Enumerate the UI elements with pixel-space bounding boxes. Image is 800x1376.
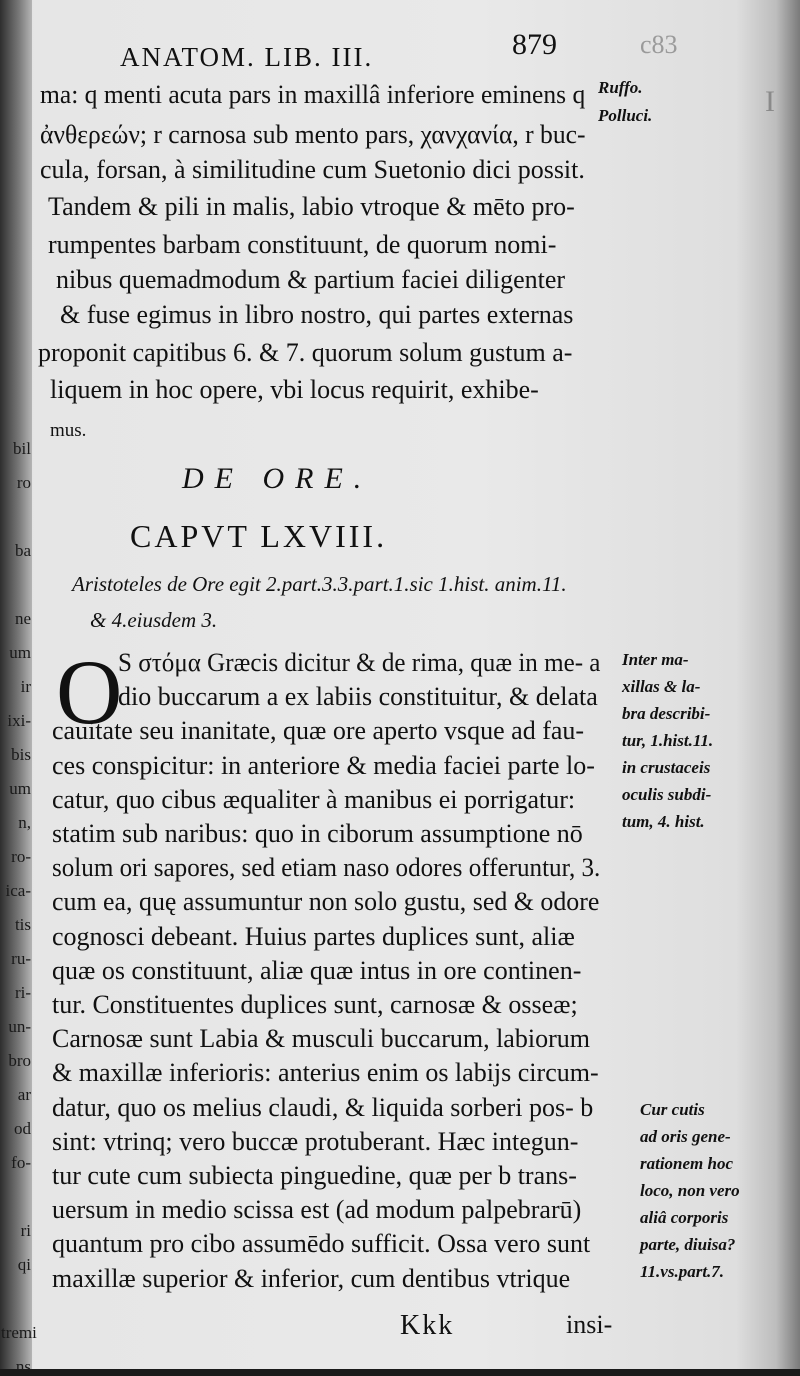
section-title: DE ORE. [182, 462, 373, 495]
left-edge-fragment: ica- [5, 881, 31, 900]
left-edge-fragment: tis [14, 915, 31, 934]
main-text-line: datur, quo os melius claudi, & liquida sorberi pos- b [52, 1093, 594, 1122]
main-text-line: ces conspicitur: in anteriore & media faciei parte lo- [52, 751, 595, 780]
left-edge-fragment: qi [17, 1255, 31, 1274]
left-edge-fragment: ri [20, 1221, 31, 1240]
intro-line: nibus quemadmodum & partium faciei diligenter [56, 265, 566, 294]
running-head: ANATOM. LIB. III. [120, 42, 374, 72]
intro-line: liquem in hoc opere, vbi locus requirit, exhibe- [50, 375, 539, 404]
left-edge-fragment: un- [8, 1017, 31, 1036]
main-text-line: sint: vtrinq; vero buccæ protuberant. Hæc integun- [52, 1127, 579, 1156]
margin-note-line: 11.vs.part.7. [640, 1262, 725, 1281]
main-text-line: solum ori sapores, sed etiam naso odores offeruntur, 3. [52, 853, 601, 882]
drop-cap: O [56, 641, 123, 743]
margin-note-line: parte, diuisa? [640, 1235, 736, 1254]
margin-note-line: aliâ corporis [640, 1208, 729, 1227]
main-text-line: cognosci debeant. Huius partes duplices sunt, aliæ [52, 922, 575, 951]
margin-note-line: bra describi- [622, 704, 711, 723]
left-edge-fragment: tremi [1, 1323, 37, 1342]
page-number: 879 [512, 28, 557, 61]
bleed-through-letter: I [765, 85, 775, 118]
margin-note-line: Inter ma- [622, 650, 689, 669]
main-text-line: & maxillæ inferioris: anterius enim os labijs circum- [52, 1058, 599, 1087]
left-edge-fragment: ixi- [7, 711, 31, 730]
intro-line: rumpentes barbam constituunt, de quorum nomi- [48, 230, 557, 259]
main-text-line: quæ os constituunt, aliæ quæ intus in ore continen- [52, 956, 582, 985]
left-edge-fragment: n, [18, 813, 31, 832]
chapter-title: CAPVT LXVIII. [130, 518, 388, 554]
margin-note-line: ad oris gene- [640, 1127, 731, 1146]
main-text-line: catur, quo cibus æqualiter à manibus ei porrigatur: [52, 785, 576, 814]
main-text-line: S στόμα Græcis dicitur & de rima, quæ in me- a [118, 648, 601, 677]
catchword: insi- [566, 1310, 613, 1339]
intro-line: proponit capitibus 6. & 7. quorum solum gustum a- [38, 338, 573, 367]
margin-note-line: rationem hoc [640, 1154, 734, 1173]
main-text-line: uersum in medio scissa est (ad modum palpebrarū) [52, 1195, 582, 1224]
margin-note-line: tur, 1.hist.11. [622, 731, 714, 750]
intro-line: ma: q menti acuta pars in maxillâ inferiore eminens q [40, 80, 586, 109]
left-edge-fragment: ro- [11, 847, 31, 866]
left-page-edge [0, 0, 37, 1376]
margin-note-line: Polluci. [598, 106, 653, 125]
intro-line: Tandem & pili in malis, labio vtroque & mēto pro- [48, 192, 575, 221]
margin-note-line: Cur cutis [640, 1100, 705, 1119]
margin-note-line: xillas & la- [622, 677, 701, 696]
margin-note-line: in crustaceis [622, 758, 711, 777]
main-text-line: statim sub naribus: quo in ciborum assumptione nō [52, 819, 583, 848]
summary-line: Aristoteles de Ore egit 2.part.3.3.part.1.sic 1.hist. anim.11. [72, 572, 567, 596]
main-text-line: cum ea, quę assumuntur non solo gustu, sed & odore [52, 887, 600, 916]
intro-line: & fuse egimus in libro nostro, qui partes externas [60, 300, 574, 329]
left-edge-fragment: ro [16, 473, 31, 492]
bleed-through-number: c83 [640, 30, 678, 59]
left-edge-fragment: ba [14, 541, 31, 560]
signature-mark: Kkk [400, 1310, 455, 1341]
left-edge-fragment: ar [17, 1085, 31, 1104]
margin-note-line: loco, non vero [640, 1181, 740, 1200]
left-edge-fragment: bis [11, 745, 31, 764]
main-text-line: tur cute cum subiecta pinguedine, quæ per b trans- [52, 1161, 577, 1190]
intro-line: ἀνθερεών; r carnosa sub mento pars, χανχανία, r buc- [40, 120, 586, 149]
left-edge-fragment: od [14, 1119, 31, 1138]
left-edge-fragment: ne [14, 609, 31, 628]
left-edge-fragment: bro [8, 1051, 31, 1070]
main-text-line: Carnosæ sunt Labia & musculi buccarum, labiorum [52, 1024, 590, 1053]
intro-line: mus. [50, 420, 87, 441]
margin-note-line: tum, 4. hist. [622, 812, 705, 831]
left-edge-fragment: bil [13, 439, 31, 458]
left-edge-fragment: ns [15, 1357, 31, 1376]
main-text-line: quantum pro cibo assumēdo sufficit. Ossa vero sunt [52, 1229, 591, 1258]
left-edge-fragment: um [9, 643, 31, 662]
left-edge-fragment: um [9, 779, 31, 798]
left-edge-fragment: ru- [11, 949, 31, 968]
intro-line: cula, forsan, à similitudine cum Suetonio dici possit. [40, 155, 585, 184]
left-edge-fragment: ir [20, 677, 31, 696]
main-text-line: maxillæ superior & inferior, cum dentibus vtrique [52, 1264, 571, 1293]
margin-note-line: oculis subdi- [622, 785, 712, 804]
left-edge-fragment: ri- [14, 983, 31, 1002]
main-text-line: tur. Constituentes duplices sunt, carnosæ & osseæ; [52, 990, 578, 1019]
main-text-line: cauitate seu inanitate, quæ ore aperto vsque ad fau- [52, 716, 585, 745]
page-header [120, 28, 680, 78]
summary-line: & 4.eiusdem 3. [90, 608, 218, 632]
margin-note-line: Ruffo. [598, 78, 643, 97]
left-edge-fragment: fo- [11, 1153, 31, 1172]
main-text-line: dio buccarum a ex labiis constituitur, & delata [118, 682, 598, 711]
